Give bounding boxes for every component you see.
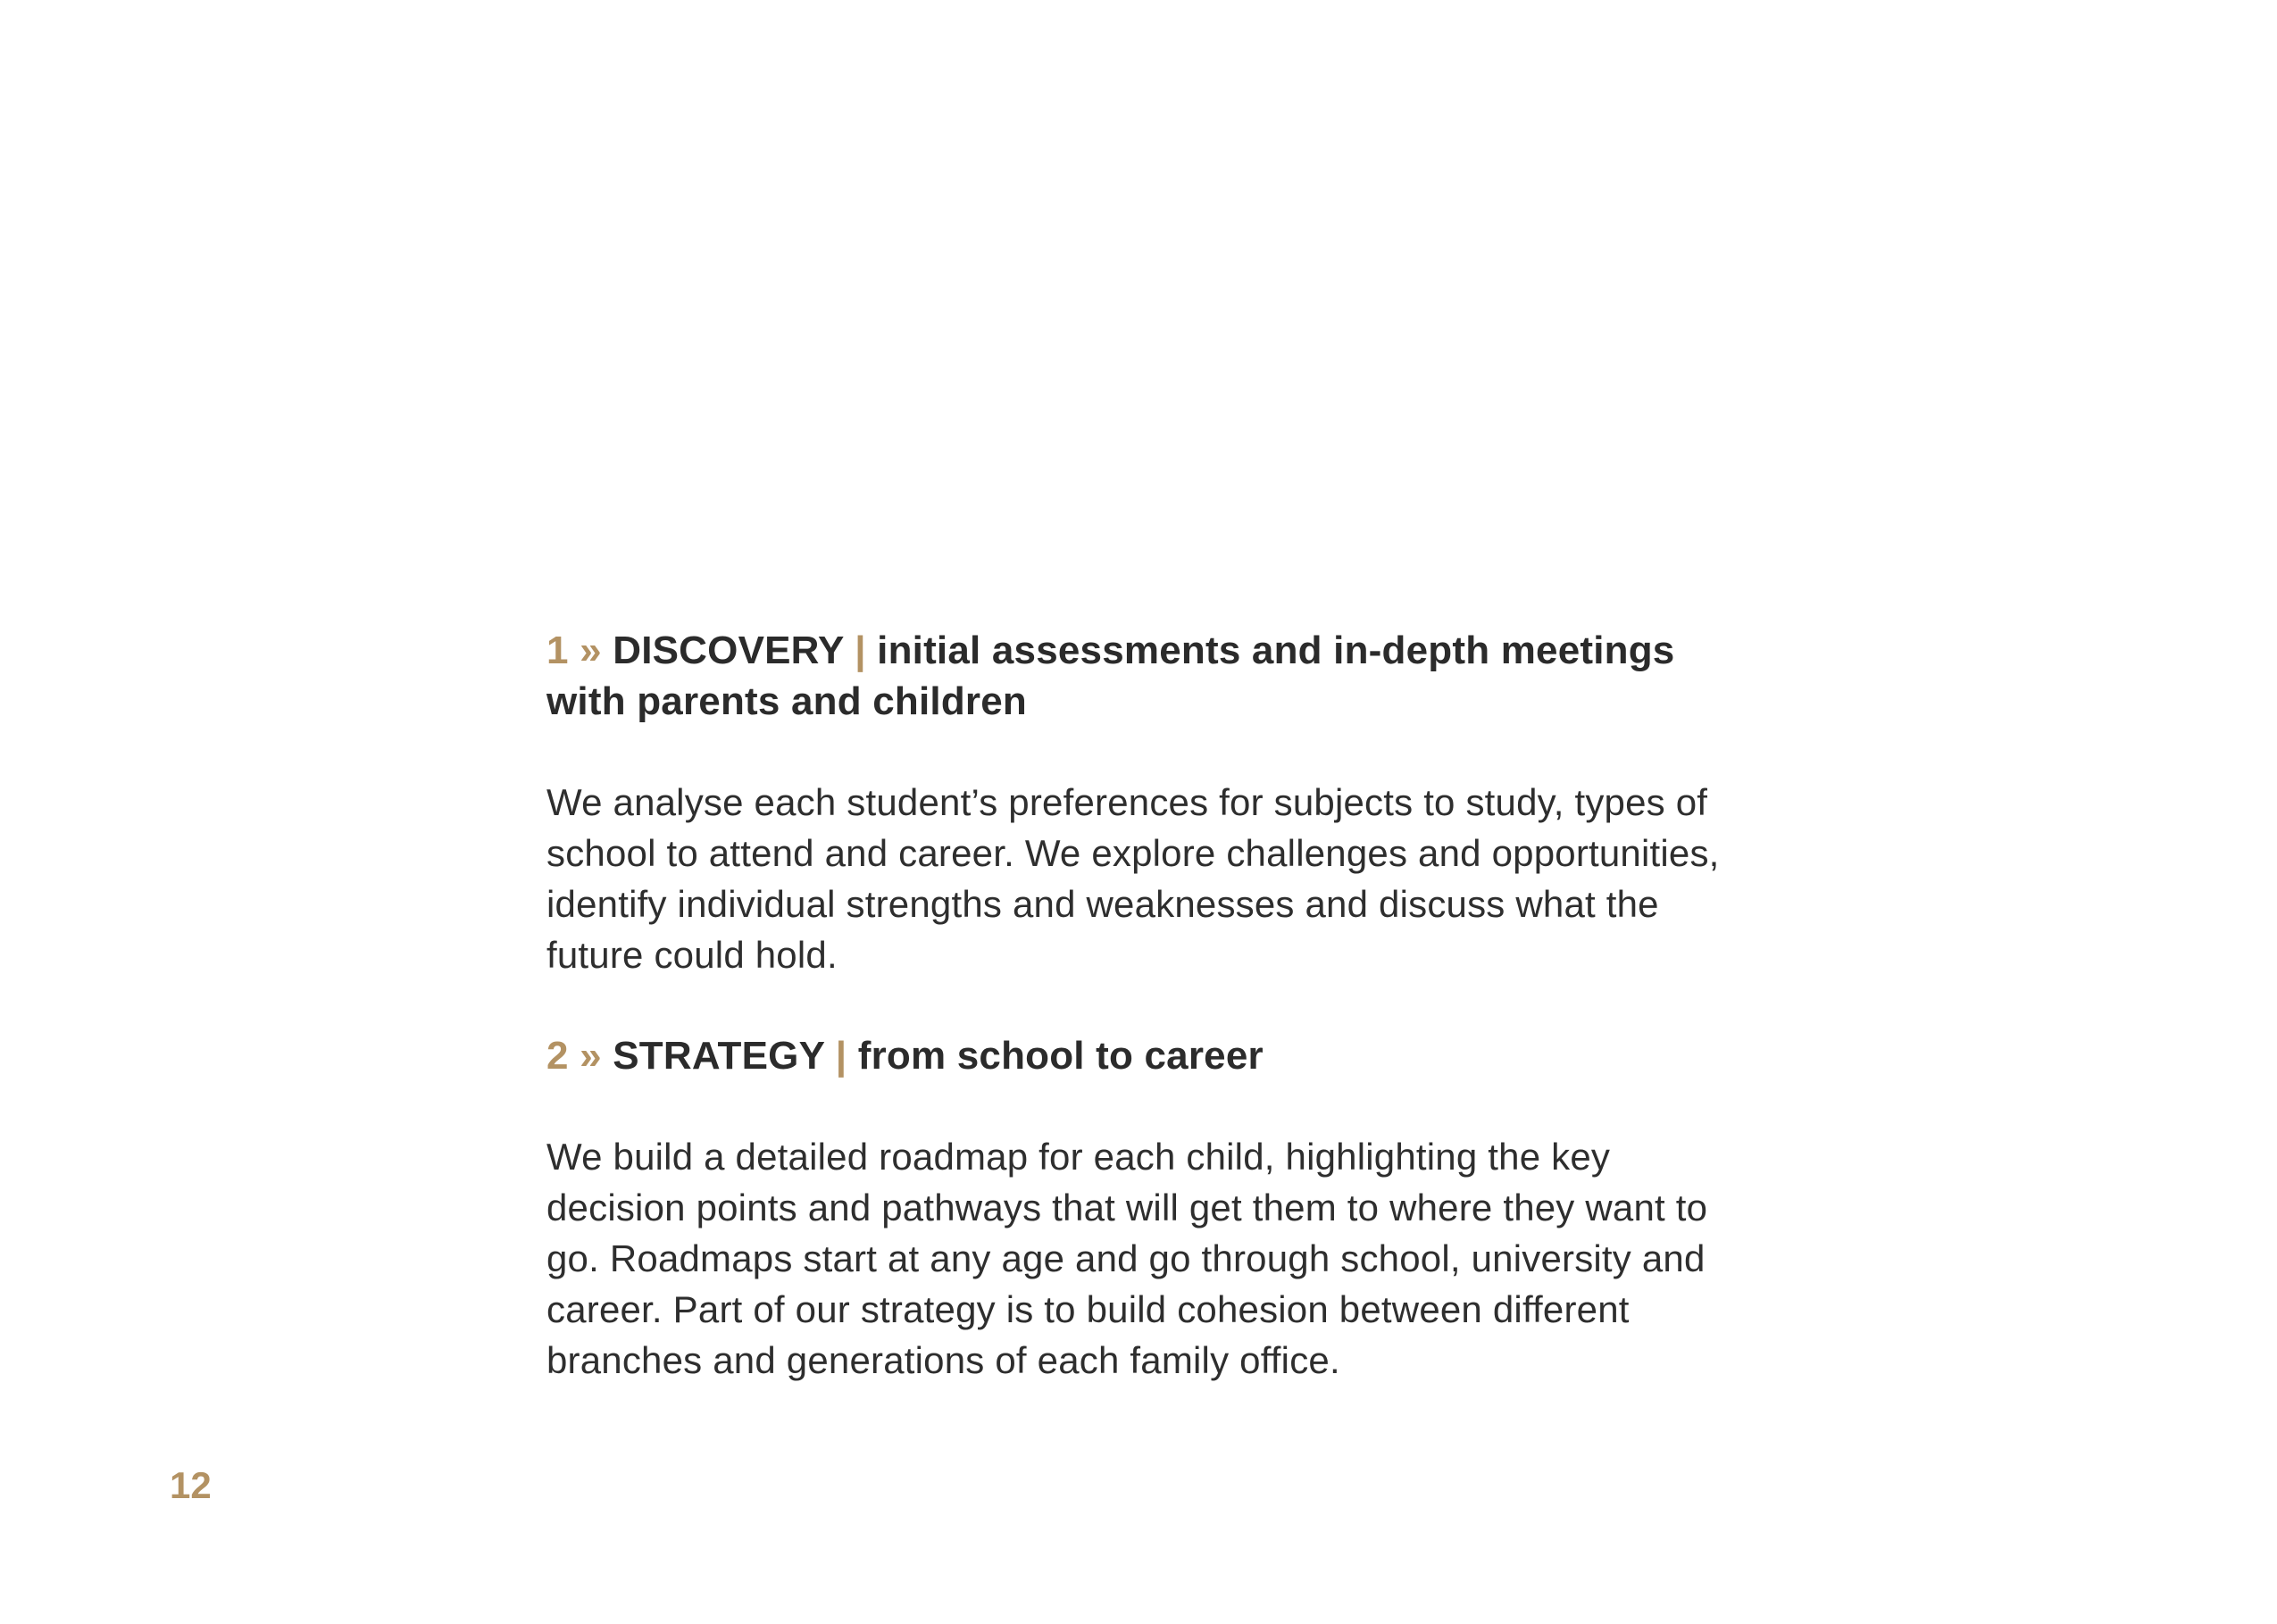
section-title: DISCOVERY (613, 629, 844, 672)
section-separator: | (835, 1034, 847, 1078)
section-body-strategy: We build a detailed roadmap for each child, highlighting the key decision points and pathways that will get them to where they want to go. Roadmaps start at any age and go through school, university and career. Part of our strategy is to build cohesion between different branches and generations of each family office. (546, 1136, 1708, 1381)
section-subtitle: from school to career (857, 1034, 1264, 1078)
section-title: STRATEGY (613, 1034, 825, 1078)
section-arrow: » (580, 1034, 602, 1078)
section-heading-strategy (546, 1030, 1725, 1081)
section-body-discovery: We analyse each student’s preferences for subjects to study, types of school to attend and career. We explore challenges and opportunities, identify individual strengths and weaknesses and discuss what the future could hold. (546, 781, 1720, 976)
section-arrow: » (580, 629, 602, 672)
section-number: 1 (546, 629, 569, 672)
page-number: 12 (170, 1464, 212, 1506)
section-subtitle: initial assessments and in-depth meetings with parents and children (546, 629, 1675, 723)
section-number: 2 (546, 1034, 569, 1078)
section-heading-discovery (546, 625, 1725, 727)
main-content (546, 625, 1725, 1386)
section-separator: | (855, 629, 866, 672)
